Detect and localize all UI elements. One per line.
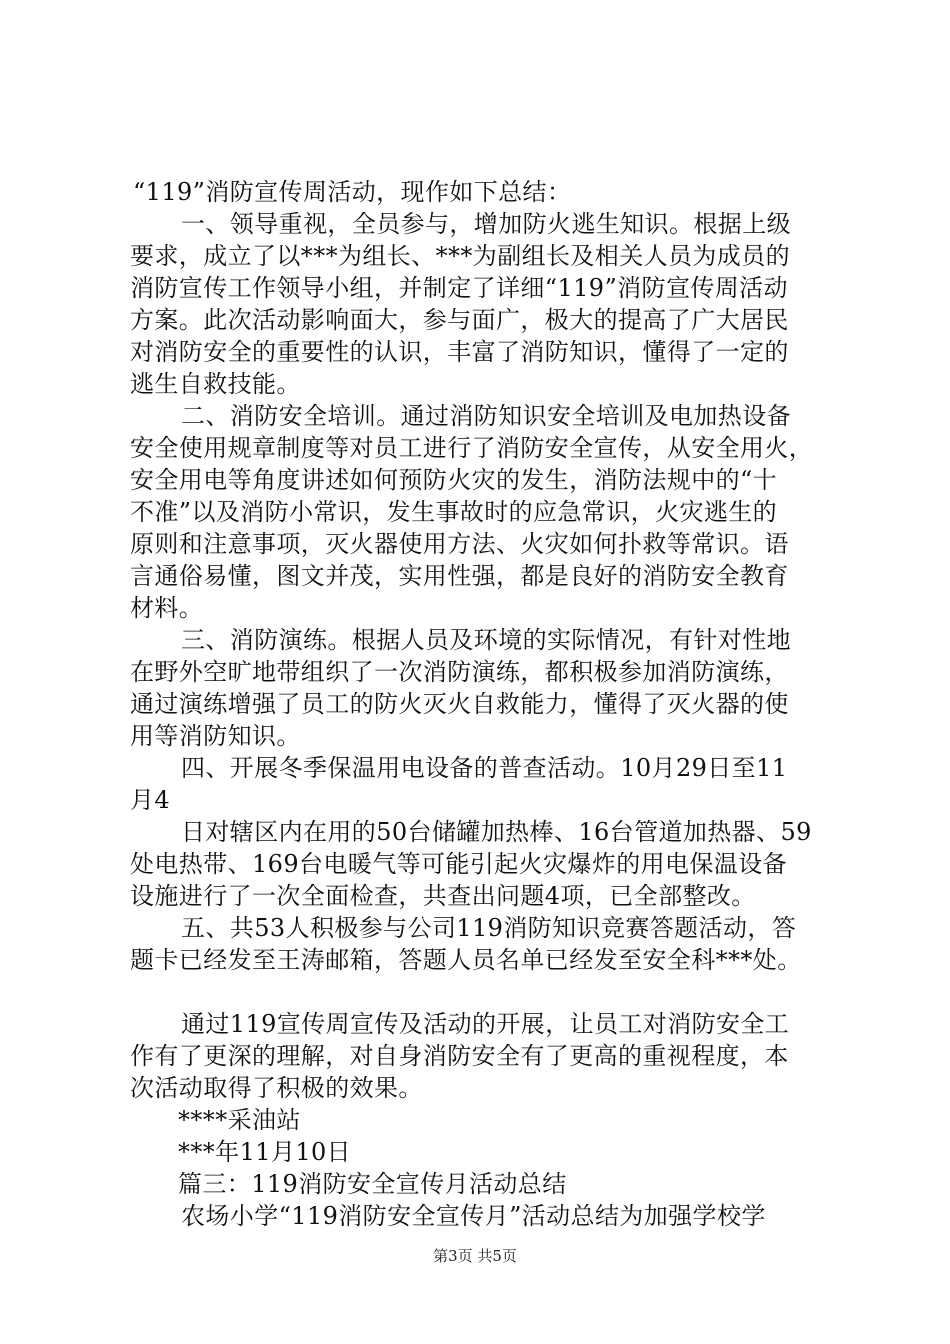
text-line: 不准”以及消防小常识，发生事故时的应急常识，火灾逃生的 xyxy=(130,498,778,526)
paragraph-3-line: 三、消防演练。根据人员及环境的实际情况，有针对性地 xyxy=(181,626,791,654)
text-line: 作有了更深的理解，对自身消防安全有了更高的重视程度，本 xyxy=(130,1042,789,1070)
paragraph-5-line: 五、共53人积极参与公司119消防知识竞赛答题活动，答 xyxy=(181,914,797,942)
text-line: 方案。此次活动影响面大，参与面广，极大的提高了广大居民 xyxy=(130,306,789,334)
text-line: 在野外空旷地带组织了一次消防演练，都积极参加消防演练， xyxy=(130,658,789,686)
text-line: 用等消防知识。 xyxy=(130,722,301,750)
text-line: 逃生自救技能。 xyxy=(130,370,301,398)
text-line: 原则和注意事项，灭火器使用方法、火灾如何扑救等常识。语 xyxy=(130,530,789,558)
text-line: 安全使用规章制度等对员工进行了消防安全宣传，从安全用火， xyxy=(130,434,814,462)
text-line: 要求，成立了以***为组长、***为副组长及相关人员为成员的 xyxy=(130,242,790,270)
page-footer: 第3页 共5页 xyxy=(433,1247,517,1265)
text-line: 对消防安全的重要性的认识，丰富了消防知识，懂得了一定的 xyxy=(130,338,789,366)
signature-org: ****采油站 xyxy=(178,1106,301,1134)
text-line: 通过演练增强了员工的防火灭火自救能力，懂得了灭火器的使 xyxy=(130,690,789,718)
text-line: 消防宣传工作领导小组，并制定了详细“119”消防宣传周活动 xyxy=(130,274,788,302)
text-line: 题卡已经发至王涛邮箱，答题人员名单已经发至安全科***处。 xyxy=(130,946,802,974)
conclusion-line: 通过119宣传周宣传及活动的开展，让员工对消防安全工 xyxy=(181,1010,790,1038)
paragraph-2-line: 二、消防安全培训。通过消防知识安全培训及电加热设备 xyxy=(181,402,791,430)
text-line: “119”消防宣传周活动，现作如下总结： xyxy=(133,178,572,206)
paragraph-1-line: 一、领导重视，全员参与，增加防火逃生知识。根据上级 xyxy=(181,210,791,238)
section-heading: 篇三：119消防安全宣传月活动总结 xyxy=(178,1170,567,1198)
text-line: 日对辖区内在用的50台储罐加热棒、16台管道加热器、59 xyxy=(181,818,812,846)
text-line: 处电热带、169台电暖气等可能引起火灾爆炸的用电保温设备 xyxy=(130,850,788,878)
text-line: 农场小学“119消防安全宣传月”活动总结为加强学校学 xyxy=(181,1202,766,1230)
text-line: 言通俗易懂，图文并茂，实用性强，都是良好的消防安全教育 xyxy=(130,562,789,590)
text-line: 材料。 xyxy=(130,594,204,622)
text-line: 设施进行了一次全面检查，共查出问题4项，已全部整改。 xyxy=(130,882,756,910)
text-line: 安全用电等角度讲述如何预防火灾的发生，消防法规中的“十 xyxy=(130,466,778,494)
signature-date: ***年11月10日 xyxy=(178,1138,352,1166)
paragraph-4-line: 四、开展冬季保温用电设备的普查活动。10月29日至11 xyxy=(181,754,788,782)
text-line: 月4 xyxy=(130,786,171,814)
text-line: 次活动取得了积极的效果。 xyxy=(130,1074,423,1102)
